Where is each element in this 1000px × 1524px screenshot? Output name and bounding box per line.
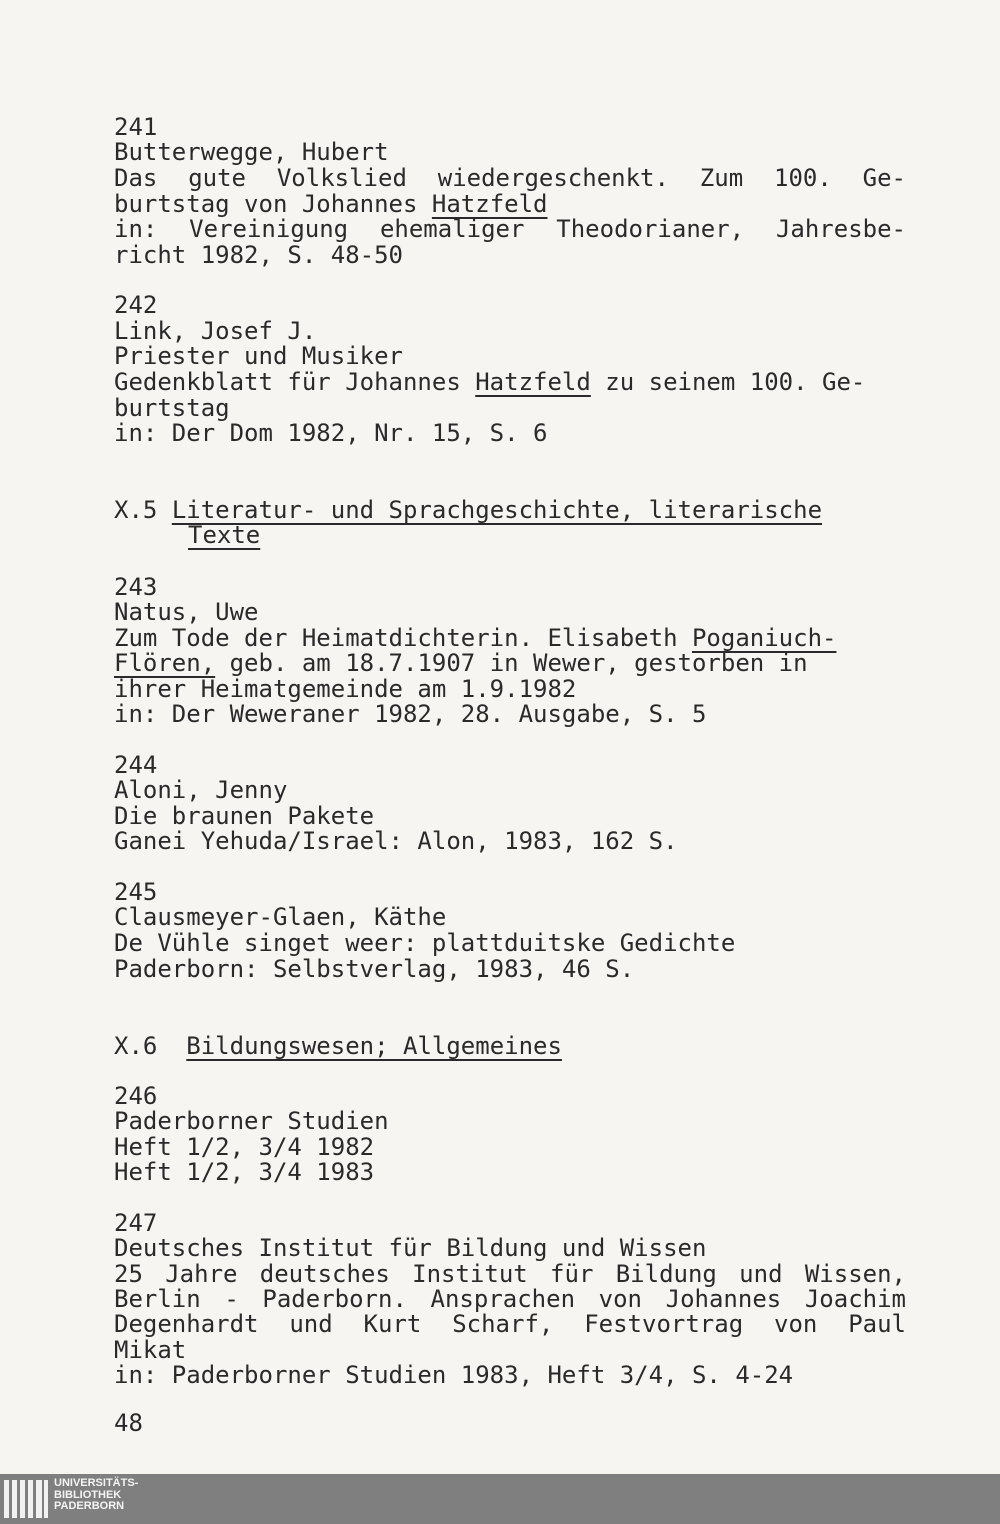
- entry-title: Die braunen Pakete: [114, 802, 375, 830]
- entry-number: 246: [114, 1082, 158, 1110]
- library-footer: [0, 1474, 1000, 1524]
- entry-number: 247: [114, 1209, 158, 1237]
- library-name: UNIVERSITÄTS- BIBLIOTHEK PADERBORN: [54, 1477, 139, 1512]
- entry-text: Mikat: [114, 1336, 187, 1364]
- entry-text: Heft 1/2, 3/4 1983: [114, 1158, 375, 1186]
- underlined-name: Hatzfeld: [475, 368, 591, 396]
- entry-text: in: Der Weweraner 1982, 28. Ausgabe, S. 5: [114, 700, 707, 728]
- entry-author: Deutsches Institut für Bildung und Wissen: [114, 1234, 707, 1262]
- underlined-name: Hatzfeld: [431, 190, 548, 218]
- entry-author: Butterwegge, Hubert: [114, 138, 389, 166]
- entry-author: Link, Josef J.: [114, 317, 317, 345]
- section-heading: X.5 Literatur- und Sprachgeschichte, literarische: [114, 496, 823, 524]
- entry-text: Das gute Volkslied wiedergeschenkt. Zum 100. Ge-: [114, 164, 906, 192]
- section-heading: X.6 Bildungswesen; Allgemeines: [114, 1032, 562, 1060]
- entry-author: Natus, Uwe: [114, 598, 259, 626]
- entry-text: Heft 1/2, 3/4 1982: [114, 1133, 375, 1161]
- entry-text: in: Der Dom 1982, Nr. 15, S. 6: [114, 419, 548, 447]
- section-heading-cont: Texte: [188, 521, 261, 549]
- entry-author: Paderborner Studien: [114, 1107, 389, 1135]
- underlined-name: Poganiuch-: [691, 624, 837, 652]
- entry-title: Priester und Musiker: [114, 342, 403, 370]
- entry-title: De Vühle singet weer: plattduitske Gedichte: [114, 929, 736, 957]
- entry-text: Flören, geb. am 18.7.1907 in Wewer, gestorben in: [114, 649, 808, 677]
- entry-number: 245: [114, 878, 158, 906]
- entry-imprint: Ganei Yehuda/Israel: Alon, 1983, 162 S.: [114, 827, 678, 855]
- entry-number: 244: [114, 751, 158, 779]
- entry-number: 242: [114, 291, 158, 319]
- entry-text: in: Vereinigung ehemaliger Theodorianer, Jahresbe-: [114, 215, 906, 243]
- entry-author: Clausmeyer-Glaen, Käthe: [114, 903, 447, 931]
- entry-text: Gedenkblatt für Johannes Hatzfeld zu seinem 100. Ge-: [114, 368, 866, 396]
- page-number: 48: [114, 1409, 143, 1437]
- entry-number: 243: [114, 573, 158, 601]
- entry-text: richt 1982, S. 48-50: [114, 241, 403, 269]
- entry-text: Berlin - Paderborn. Ansprachen von Johannes Joachim: [114, 1285, 906, 1313]
- underlined-name: Flören,: [114, 649, 216, 677]
- entry-text: Degenhardt und Kurt Scharf, Festvortrag von Paul: [114, 1310, 906, 1338]
- entry-text: Zum Tode der Heimatdichterin. Elisabeth Poganiuch-: [114, 624, 837, 652]
- entry-imprint: Paderborn: Selbstverlag, 1983, 46 S.: [114, 955, 635, 983]
- entry-text: in: Paderborner Studien 1983, Heft 3/4, S. 4-24: [114, 1361, 794, 1389]
- entry-text: burtstag von Johannes Hatzfeld: [114, 190, 548, 218]
- entry-text: 25 Jahre deutsches Institut für Bildung und Wissen,: [114, 1260, 906, 1288]
- entry-text: burtstag: [114, 394, 230, 422]
- entry-text: ihrer Heimatgemeinde am 1.9.1982: [114, 675, 577, 703]
- entry-number: 241: [114, 113, 158, 141]
- entry-author: Aloni, Jenny: [114, 776, 288, 804]
